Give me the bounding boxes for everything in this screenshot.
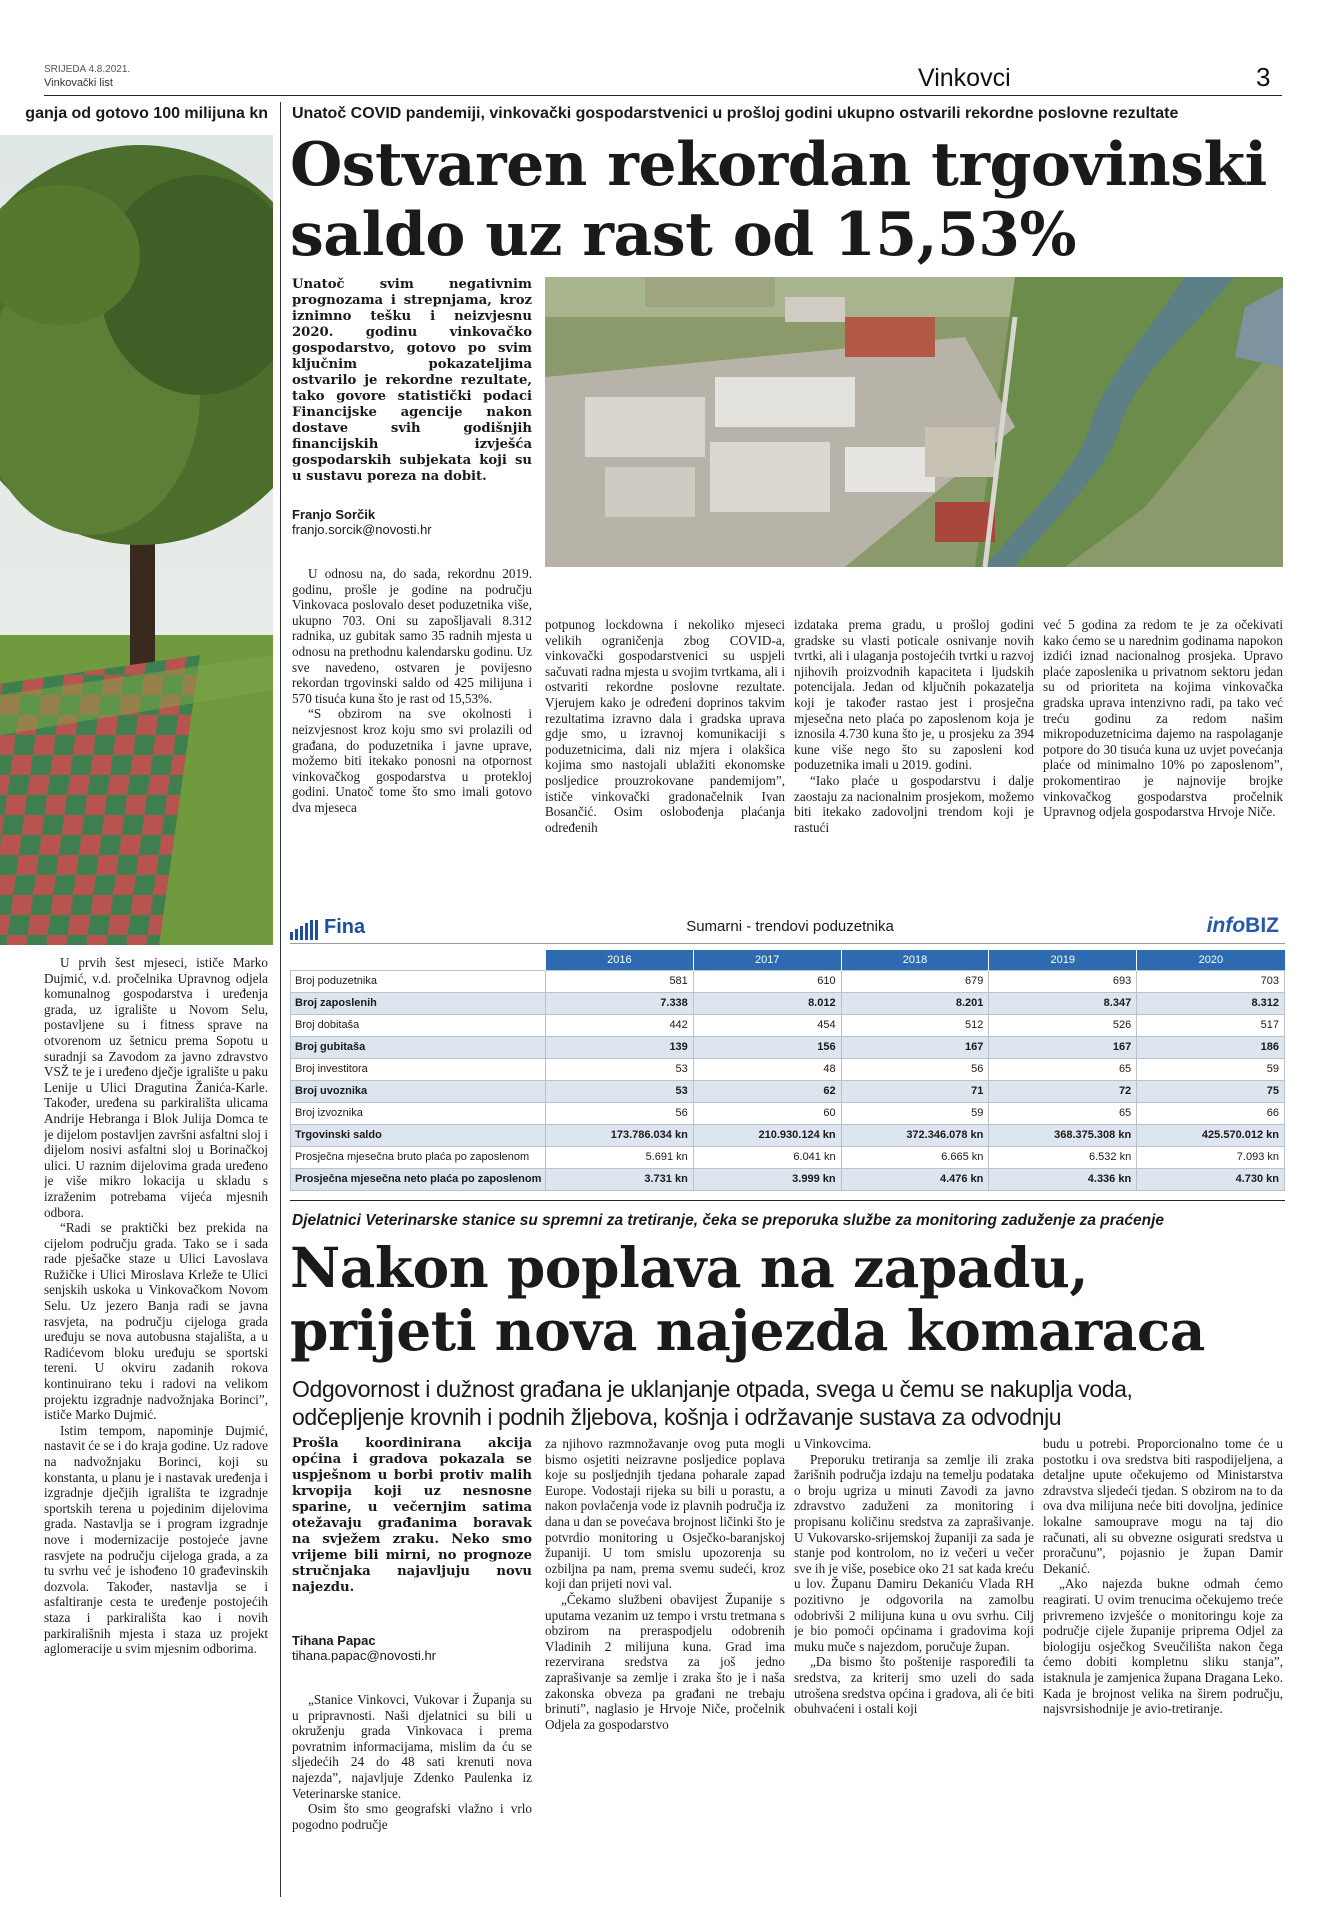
table-cell: 8.312 (1137, 992, 1285, 1014)
author-email[interactable]: tihana.papac@novosti.hr (292, 1648, 437, 1663)
table-cell: 526 (989, 1014, 1137, 1036)
table-row (291, 1146, 1285, 1168)
table-cell: 679 (841, 970, 989, 992)
table-cell: 512 (841, 1014, 989, 1036)
table-cell: 65 (989, 1058, 1137, 1080)
playground-photo (0, 135, 273, 945)
table-cell: 210.930.124 kn (693, 1124, 841, 1146)
section-title: Vinkovci (918, 64, 1011, 92)
table-cell: 60 (693, 1102, 841, 1124)
article1-column-1 (292, 566, 532, 902)
trends-table-grid (290, 950, 1285, 1191)
table-cell: 75 (1137, 1080, 1285, 1102)
table-cell: 517 (1137, 1014, 1285, 1036)
fina-logo-text: Fina (324, 916, 366, 938)
table-cell: 59 (1137, 1058, 1285, 1080)
article1-paragraph: “S obzirom na sve okolnosti i neizvjesnost kroz koju smo svi prolazili od građana, do poduzetnika i javne uprave, možemo biti itekako ponosni na otpornost vinkovačkog gospodarstva u protekloj godini. Unatoč tome što smo imali gotovo dva mjeseca (292, 706, 532, 815)
table-row-label: Broj zaposlenih (291, 992, 546, 1014)
article2-paragraph: „Čekamo službeni obavijest Županije s uputama vezanim uz tempo i vrstu tretmana s obzirom na preraspodjelu odobrenih Vladinih 2 milijuna kuna. Grad ima rezervirana sredstva za još jedno zaprašivanje sa zemlje i zraka što je i naša zakonska obveza pa građani ne trebaju brinuti”, naglasio je Hrvoje Niče, pročelnik Odjela za gospodarstvo (545, 1591, 785, 1732)
table-row-label: Trgovinski saldo (291, 1124, 546, 1146)
article1-headline (290, 130, 1290, 270)
table-cell: 167 (989, 1036, 1137, 1058)
table-cell: 156 (693, 1036, 841, 1058)
table-cell: 425.570.012 kn (1137, 1124, 1285, 1146)
table-cell: 6.041 kn (693, 1146, 841, 1168)
table-cell: 72 (989, 1080, 1137, 1102)
table-cell: 56 (841, 1058, 989, 1080)
table-cell: 56 (546, 1102, 694, 1124)
table-cell: 4.730 kn (1137, 1168, 1285, 1190)
table-cell: 53 (546, 1080, 694, 1102)
table-row (291, 992, 1285, 1014)
table-cell: 4.336 kn (989, 1168, 1137, 1190)
infobiz-logo (1207, 914, 1279, 938)
table-cell: 581 (546, 970, 694, 992)
author-name: Tihana Papac (292, 1633, 376, 1648)
article2-byline (292, 1633, 532, 1663)
table-cell: 139 (546, 1036, 694, 1058)
table-cell: 368.375.308 kn (989, 1124, 1137, 1146)
prev-article-kicker: ganja od gotovo 100 milijuna kn (25, 105, 268, 122)
table-header-row (291, 950, 1285, 970)
table-year-header: 2019 (989, 950, 1137, 970)
article1-byline (292, 507, 532, 537)
article2-paragraph: „Da bismo što poštenije raspoređili ta sredstva, za kriterij smo uzeli do sada utrošena sredstva općina i gradova, ali će biti obuhvaćeni i ostali koji (794, 1654, 1034, 1717)
table-cell: 6.665 kn (841, 1146, 989, 1168)
article2-paragraph: „Ako najezda bukne odmah ćemo reagirati. U ovim trenucima očekujemo treće privremeno izvješće o monitoringu koje za područje cijele županije priprema Odjel za biologiju osječkog Sveučilišta nakon čega ćemo dobiti kompletnu sliku stanja”, istaknula je zamjenica župana Dragana Leko. Kada je brojnost velika na širem području, najsvrsishodnije je avio-tretiranje. (1043, 1576, 1283, 1717)
table-row (291, 1014, 1285, 1036)
table-row (291, 1036, 1285, 1058)
table-row (291, 970, 1285, 992)
table-row-label: Broj poduzetnika (291, 970, 546, 992)
article2-column-2 (545, 1436, 785, 1882)
table-cell: 66 (1137, 1102, 1285, 1124)
table-row-label: Broj izvoznika (291, 1102, 546, 1124)
table-cell: 7.093 kn (1137, 1146, 1285, 1168)
industrial-zone-aerial-photo (545, 277, 1283, 567)
article2-paragraph: Preporuku tretiranja sa zemlje ili zraka žarišnih područja izdaju na temelju podataka o broju ugriza u minuti Zavodi za javno zdravstvo zaduženi za monitoring i propisanu količinu sredstva za zaprašivanje. U Vukovarsko-srijemskoj županiji za sada je stanje pod kontrolom, no iz večeri u večer sve ih je više, posebice oko 21 sat kada kreću u lov. Županu Damiru Dekaniću Vlada RH pozitivno je odgovorila na zamolbu odobrivši 2 milijuna kuna u ovu svrhu. Cilj je bio pomoći općinama i gradovima koji muku muče s najezdom, poručuje župan. (794, 1451, 1034, 1654)
table-year-header: 2020 (1137, 950, 1285, 970)
table-cell: 3.731 kn (546, 1168, 694, 1190)
page-number: 3 (1256, 62, 1271, 92)
table-cell: 8.012 (693, 992, 841, 1014)
column-divider (280, 102, 281, 1897)
table-cell: 5.691 kn (546, 1146, 694, 1168)
prev-article-body (44, 955, 268, 1875)
article-separator (290, 1200, 1285, 1201)
article1-column-2 (545, 617, 785, 902)
table-row-label: Broj uvoznika (291, 1080, 546, 1102)
table-cell: 186 (1137, 1036, 1285, 1058)
table-cell: 53 (546, 1058, 694, 1080)
article1-lead: Unatoč svim negativnim prognozama i strepnjama, kroz iznimno tešku i neizvjesnu 2020. godinu vinkovačko gospodarstvo, gotovo po svim ključnim pokazateljima ostvarilo je rekordne rezultate, tako govore statistički podaci Financijske agencije nakon dostave svih godišnjih financijskih izvješća gospodarskih subjekata koji su u sustavu poreza na dobit. (292, 277, 532, 484)
table-cell: 454 (693, 1014, 841, 1036)
table-cell: 65 (989, 1102, 1137, 1124)
table-cell: 703 (1137, 970, 1285, 992)
infobiz-logo-b: BIZ (1245, 914, 1279, 937)
table-cell: 7.338 (546, 992, 694, 1014)
table-cell: 167 (841, 1036, 989, 1058)
table-year-header: 2017 (693, 950, 841, 970)
article1-column-4 (1043, 617, 1283, 902)
article2-column-3 (794, 1436, 1034, 1882)
article2-column-1 (292, 1692, 532, 1882)
article2-paragraph: budu u potrebi. Proporcionalno tome će u postotku i ova sredstva biti raspodijeljena, a detaljne upute očekujemo od Ministarstva zdravstva sljedeći tjedan. S obzirom na to da ova dva milijuna neće biti dovoljna, jedinice lokalne samouprave mogu na taj dio računati, ali su obvezne osigurati sredstva u proračunu”, pojasnio je župan Damir Dekanić. (1043, 1436, 1283, 1576)
table-row (291, 1102, 1285, 1124)
article1-column-3 (794, 617, 1034, 902)
table-row-label: Broj dobitaša (291, 1014, 546, 1036)
table-row-label: Broj gubitaša (291, 1036, 546, 1058)
paper-name: Vinkovački list (44, 77, 113, 89)
header-rule (44, 95, 1282, 96)
table-cell: 62 (693, 1080, 841, 1102)
table-cell: 59 (841, 1102, 989, 1124)
article1-paragraph: potpunog lockdowna i nekoliko mjeseci velikih ograničenja zbog COVID-a, vinkovački gospodarstvenici su uspjeli sačuvati radna mjesta u svojim tvrtkama, ali i ostvariti rekordne poslovne rezultate. Vjerujem kako je određeni doprinos takvim rezultatima izravno dala i gradska uprava gdje smo, u izravnoj komunikaciji s poduzetnicima, dali niz mjera i olakšica kojima smo nastojali ublažiti ekonomske posljedice prouzrokovane pandemijom”, ističe vinkovački gradonačelnik Ivan Bosančić. Osim oslobođenja plaćanja određenih (545, 617, 785, 835)
table-row-label: Broj investitora (291, 1058, 546, 1080)
infobiz-logo-a: info (1206, 914, 1246, 937)
infographic-title: Sumarni - trendovi poduzetnika (686, 918, 894, 935)
article2-paragraph: Osim što smo geografski vlažno i vrlo pogodno područje (292, 1801, 532, 1832)
table-cell: 173.786.034 kn (546, 1124, 694, 1146)
table-year-header: 2018 (841, 950, 989, 970)
table-cell: 372.346.078 kn (841, 1124, 989, 1146)
issue-date: SRIJEDA 4.8.2021. (44, 64, 131, 75)
article1-paragraph: već 5 godina za redom te je za očekivati kako ćemo se u narednim godinama napokon izdići iznad nacionalnog prosjeka. Upravo plaće zaposlenika u privatnom sektoru jedan su od prioriteta na kojima vinkovačka gradska uprava intenzivno radi, pa tako već treću godinu za redom našim mikropoduzetnicima dajemo na raspolaganje potpore do 30 tisuća kuna uz uvjet povećanja plaće od minimalno 10% po zaposlenom”, prokomentirao je najnovije brojke vinkovačkog gospodarstva pročelnik Upravnog odjela gospodarstva Hrvoje Niče. (1043, 617, 1283, 820)
author-email[interactable]: franjo.sorcik@novosti.hr (292, 522, 432, 537)
table-cell: 6.532 kn (989, 1146, 1137, 1168)
fina-logo (290, 916, 400, 940)
business-trends-infographic (290, 914, 1285, 1197)
table-cell: 4.476 kn (841, 1168, 989, 1190)
article2-paragraph: „Stanice Vinkovci, Vukovar i Županja su u pripravnosti. Naši djelatnici su bili u okruženju grada Vinkovaca i prema povratnim informacijama, mislim da ću se sljedećih 24 do 48 sati krenuti nova najezda”, najavljuje Zdenko Paulenka iz Veterinarske stanice. (292, 1692, 532, 1801)
article1-headline-line: Ostvaren rekordan trgovinski (290, 130, 1267, 200)
article1-headline-line: saldo uz rast od 15,53% (290, 200, 1077, 270)
article2-paragraph: za njihovo razmnožavanje ovog puta mogli bismo osjetiti neizravne posljedice poplava koje su posljednjih tjedana poharale zapad Europe. Vodostaji rijeka su bili u porastu, a nakon povlačenja vode iz plavnih područja iz dana u dan se povećava brojnost ličinki što je potvrdio monitoring u Osječko-baranjskoj županiji. U tom smislu upozorenja su ozbiljna pa nam, prema svemu sudeći, kroz koji dan prijeti novi val. (545, 1436, 785, 1592)
table-cell: 3.999 kn (693, 1168, 841, 1190)
article1-paragraph: U odnosu na, do sada, rekordnu 2019. godinu, prošle je godine na području Vinkovaca poslovalo deset poduzetnika više, ukupno 703. Oni su zapošljavali 8.312 radnika, uz gubitak samo 35 radnih mjesta u odnosu na prethodnu kalendarsku godinu. Uz sve navedeno, ostvaren je povijesno rekordan trgovinski saldo od 425 milijuna i 570 tisuća kuna što je rast od 15,53%. (292, 566, 532, 706)
prev-paragraph: Istim tempom, napominje Dujmić, nastavit će se i do kraja godine. Uz radove na nadvožnjaku Borinci, koji su konstanta, u planu je i nastavak uređenja i izgradnje dječjih igrališta te izgradnje sportskih terena u pojedinim dijelovima grada. Nastavlja se i program izgradnje nove i modernizacije postojeće javne rasvjete na području cijeloga grada, a za tu svrhu već je ishođeno 10 građevinskih dozvola. Također, nastavlja se i asfaltiranje cesta te uređenje postojećih staza i parkirališta kao i novih parkirališnih mjesta i staza uz projekt aglomeracije u svim mjesnim odborima. (44, 1422, 268, 1657)
prev-paragraph: “Radi se praktički bez prekida na cijelom području grada. Tako se i sada rade pješačke staze u Ulici Lavoslava Ružičke i Ulici Miroslava Krleže te Ulici senjskih uskoka u Vinkovačkom Novom Selu. Uz jezero Banja radi se javna rasvjeta, na području cijeloga grada uređuju se nova autobusna stajališta, a u Radićevom bloku uređuju se sportski tereni. U okviru zadanih rokova kontinuirano teku i radovi na velikom projektu izgradnje nadvožnjaka Borinci”, ističe Marko Dujmić. (44, 1220, 268, 1423)
table-row (291, 1058, 1285, 1080)
article2-column-4 (1043, 1436, 1283, 1882)
article2-subhead-line: Odgovornost i dužnost građana je uklanjanje otpada, svega u čemu se nakuplja voda, (292, 1376, 1133, 1402)
table-row (291, 1168, 1285, 1190)
article1-paragraph: “Iako plaće u gospodarstvu i dalje zaostaju za nacionalnim prosjekom, možemo biti itekako zadovoljni trendom koji je rastući (794, 772, 1034, 835)
table-cell: 442 (546, 1014, 694, 1036)
author-name: Franjo Sorčik (292, 507, 376, 522)
article2-subhead (292, 1375, 1287, 1431)
article1-kicker: Unatoč COVID pandemiji, vinkovački gospodarstvenici u prošloj godini ukupno ostvarili rekordne poslovne rezultate (292, 105, 1179, 122)
article2-lead: Prošla koordinirana akcija općina i gradova pokazala se uspješnom u borbi protiv malih krvopija koji uz nesnosne sparine, u večernjim satima otežavaju građanima boravak na svježem zraku. Neko smo vrijeme bili mirni, no prognoze stručnjaka najavljuju novu najezdu. (292, 1436, 532, 1595)
table-cell: 8.347 (989, 992, 1137, 1014)
trends-table (290, 950, 1285, 1196)
article2-headline-line: Nakon poplava na zapadu, (290, 1235, 1089, 1300)
infographic-rule (290, 943, 1285, 944)
article2-subhead-line: odčepljenje krovnih i podnih žljebova, košnja i održavanje sustava za odvodnju (292, 1404, 1062, 1430)
article2-paragraph: u Vinkovcima. (794, 1436, 872, 1451)
table-cell: 71 (841, 1080, 989, 1102)
table-row-label: Prosječna mjesečna neto plaća po zaposlenom (291, 1168, 546, 1190)
table-cell: 8.201 (841, 992, 989, 1014)
article2-kicker: Djelatnici Veterinarske stanice su spremni za tretiranje, čeka se preporuka službe za monitoring zaduženje za praćenje (292, 1212, 1165, 1229)
table-row-label: Prosječna mjesečna bruto plaća po zaposlenom (291, 1146, 546, 1168)
table-cell: 610 (693, 970, 841, 992)
table-row (291, 1124, 1285, 1146)
table-cell: 693 (989, 970, 1137, 992)
article1-paragraph: izdataka prema gradu, u prošloj godini gradske su vlasti poticale osnivanje novih tvrtki, ali i ulaganja postojećih tvrtki u razvoj njihovih proizvodnih kapaciteta i ljudskih potencijala. Jedan od ključnih pokazatelja koji je također rastao jest i prosječna mjesečna neto plaća po zaposlenom koja je iznosila 4.730 kuna što je, u prosjeku za 394 kune više nego što su zaposleni kod poduzetnika imali u 2019. godini. (794, 617, 1034, 773)
table-cell: 48 (693, 1058, 841, 1080)
article2-headline-line: prijeti nova najezda komaraca (290, 1298, 1205, 1363)
table-header-empty (291, 950, 546, 970)
prev-paragraph: U prvih šest mjeseci, ističe Marko Dujmić, v.d. pročelnika Upravnog odjela komunalnog gospodarstva i uređenja grada, uz igralište u Novom Selu, postavljene su i fitness sprave na otvorenom uz šetnicu prema Sopotu u suradnji sa Zavodom za javno zdravstvo VSŽ te je i uređeno dječje igralište u paku Lenije u Ulici Dragutina Žanića-Karle. Također, uređena su parkirališta ulicama Andrije Hebranga i Blok Julija Domca te je dijelom postavljen završni asfaltni sloj i dijelom nosivi asfaltni sloj u Borinačkoj ulici. U raznim dijelovima grada uređeno je više mikro lokacija u skladu s izraženim potrebama vijeća mjesnih odbora. (44, 955, 268, 1220)
article2-headline (290, 1236, 1290, 1362)
table-year-header: 2016 (546, 950, 694, 970)
table-row (291, 1080, 1285, 1102)
